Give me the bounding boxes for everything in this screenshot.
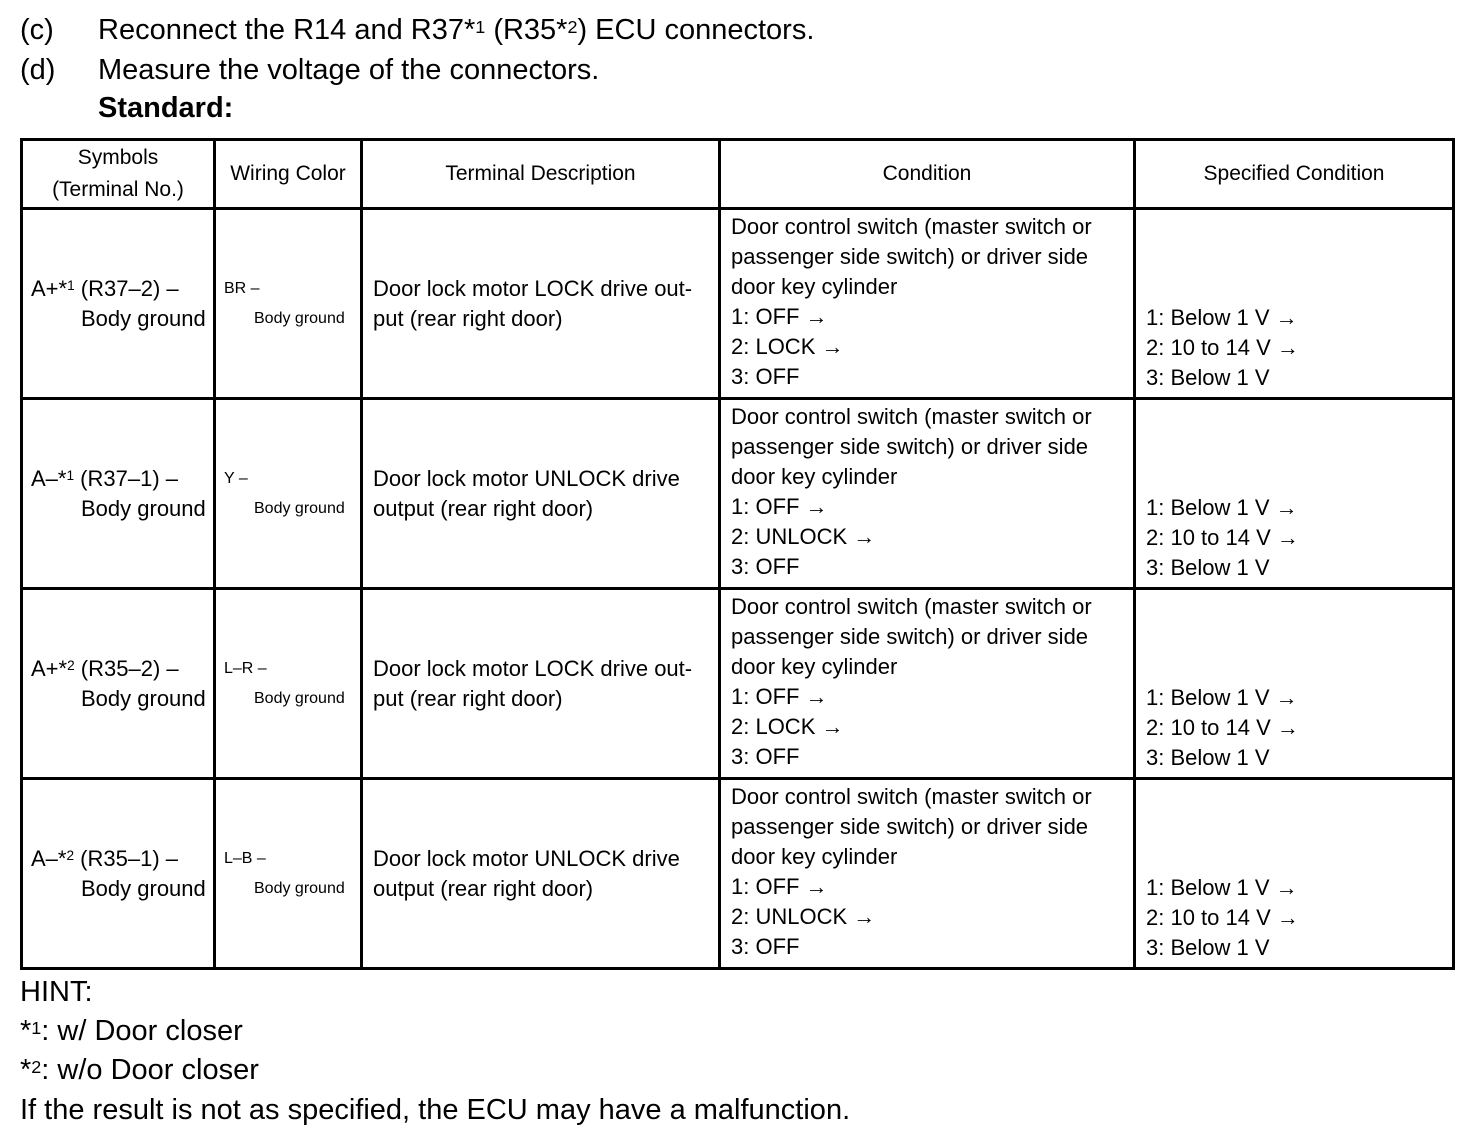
step-text-part: Reconnect the R14 and R37* (98, 14, 476, 46)
cell-symbol (22, 209, 215, 399)
condition-line: passenger side switch) or driver side (731, 624, 1089, 649)
specified-line: 3: Below 1 V (1146, 745, 1270, 770)
cell-wiring-color (215, 589, 362, 779)
wire-line2: Body ground (254, 879, 345, 897)
specified-line: 3: Below 1 V (1146, 555, 1270, 580)
table-header-row (22, 140, 1454, 209)
symbol-line1 (31, 274, 213, 304)
footnote-ref: 1 (67, 277, 75, 293)
header-symbols-line1: Symbols (77, 146, 159, 169)
symbol-line2: Body ground (81, 495, 206, 521)
footnote-ref: 2 (567, 17, 578, 37)
hint-note-1 (20, 1014, 243, 1048)
condition-line: Door control switch (master switch or (731, 214, 1092, 239)
footnote-ref: 2 (67, 657, 75, 673)
step-label: (c) (20, 14, 54, 46)
cell-specified (1135, 589, 1454, 779)
hint-title: HINT: (20, 976, 93, 1008)
condition-line: passenger side switch) or driver side (731, 814, 1089, 839)
condition-line: 3: OFF (731, 934, 800, 959)
cell-specified (1135, 779, 1454, 969)
cell-wiring-color (215, 779, 362, 969)
step-text-part: ) ECU connectors. (577, 14, 815, 46)
specification-table (20, 138, 1455, 970)
table-row (22, 589, 1454, 779)
wire-line1: L–R – (224, 659, 267, 677)
cell-condition (720, 209, 1135, 399)
note-star: * (20, 1054, 32, 1086)
header-wiring-color: Wiring Color (215, 140, 362, 209)
cell-description: Door lock motor UNLOCK drive output (rear right door) (362, 779, 720, 969)
condition-line: door key cylinder (731, 654, 898, 679)
condition-line: 2: LOCK → (731, 714, 844, 739)
symbol-line1 (31, 464, 213, 494)
footnote-ref: 2 (66, 847, 75, 863)
header-symbols (22, 140, 215, 209)
condition-line: door key cylinder (731, 844, 898, 869)
condition-line: 1: OFF → (731, 874, 828, 899)
symbol-line1 (31, 844, 213, 874)
step-text-part: (R35* (485, 14, 568, 46)
step-text: Measure the voltage of the connectors. (98, 54, 600, 86)
table-row (22, 779, 1454, 969)
cell-condition (720, 779, 1135, 969)
condition-line: Door control switch (master switch or (731, 404, 1092, 429)
header-symbols-line2: (Terminal No.) (52, 178, 184, 201)
symbol-line2: Body ground (81, 305, 206, 331)
specified-line: 3: Below 1 V (1146, 365, 1270, 390)
cell-wiring-color (215, 209, 362, 399)
cell-wiring-color (215, 399, 362, 589)
condition-line: 3: OFF (731, 364, 800, 389)
wire-line2: Body ground (254, 689, 345, 707)
specified-line: 3: Below 1 V (1146, 935, 1270, 960)
table-row (22, 209, 1454, 399)
symbol-text: (R37–1) – (74, 465, 179, 491)
cell-symbol (22, 779, 215, 969)
symbol-line2: Body ground (81, 875, 206, 901)
symbol-text: (R37–2) – (74, 275, 179, 301)
footnote-number: 2 (31, 1057, 42, 1077)
header-specified-condition: Specified Condition (1135, 140, 1454, 209)
symbol-text: A–* (31, 845, 67, 871)
footnote-number: 1 (31, 1018, 42, 1038)
cell-symbol (22, 589, 215, 779)
specified-line: 1: Below 1 V → (1146, 875, 1298, 900)
table-row (22, 399, 1454, 589)
cell-condition (720, 589, 1135, 779)
specified-line: 2: 10 to 14 V → (1146, 525, 1299, 550)
symbol-text: A+* (31, 655, 68, 681)
condition-line: 1: OFF → (731, 684, 828, 709)
header-condition: Condition (720, 140, 1135, 209)
wire-line1: BR – (224, 279, 260, 297)
symbol-line1 (31, 654, 213, 684)
specified-line: 2: 10 to 14 V → (1146, 905, 1299, 930)
specified-line: 1: Below 1 V → (1146, 305, 1298, 330)
cell-specified (1135, 209, 1454, 399)
cell-specified (1135, 399, 1454, 589)
wire-line1: Y – (224, 469, 248, 487)
condition-line: passenger side switch) or driver side (731, 434, 1089, 459)
cell-description: Door lock motor LOCK drive out-put (rear right door) (362, 209, 720, 399)
wire-line2: Body ground (254, 309, 345, 327)
symbol-text: A–* (31, 465, 67, 491)
condition-line: door key cylinder (731, 274, 898, 299)
standard-heading: Standard: (98, 92, 234, 124)
footnote-ref: 1 (475, 17, 486, 37)
specified-line: 1: Below 1 V → (1146, 495, 1298, 520)
note-text: : w/ Door closer (41, 1015, 243, 1047)
cell-description: Door lock motor LOCK drive out-put (rear right door) (362, 589, 720, 779)
condition-line: 2: UNLOCK → (731, 904, 876, 929)
specified-line: 2: 10 to 14 V → (1146, 715, 1299, 740)
specified-line: 2: 10 to 14 V → (1146, 335, 1299, 360)
condition-line: Door control switch (master switch or (731, 784, 1092, 809)
header-terminal-description: Terminal Description (362, 140, 720, 209)
condition-line: 1: OFF → (731, 304, 828, 329)
condition-line: Door control switch (master switch or (731, 594, 1092, 619)
note-star: * (20, 1015, 32, 1047)
cell-symbol (22, 399, 215, 589)
condition-line: passenger side switch) or driver side (731, 244, 1089, 269)
specified-line: 1: Below 1 V → (1146, 685, 1298, 710)
wire-line1: L–B – (224, 849, 266, 867)
step-label: (d) (20, 54, 56, 86)
symbol-line2: Body ground (81, 685, 206, 711)
hint-note-2 (20, 1053, 259, 1087)
cell-condition (720, 399, 1135, 589)
note-text: : w/o Door closer (41, 1054, 259, 1086)
footnote-ref: 1 (66, 467, 75, 483)
condition-line: door key cylinder (731, 464, 898, 489)
condition-line: 1: OFF → (731, 494, 828, 519)
symbol-text: A+* (31, 275, 68, 301)
cell-description: Door lock motor UNLOCK drive output (rear right door) (362, 399, 720, 589)
condition-line: 3: OFF (731, 554, 800, 579)
hint-result: If the result is not as specified, the ECU may have a malfunction. (20, 1094, 851, 1126)
symbol-text: (R35–2) – (74, 655, 179, 681)
condition-line: 2: LOCK → (731, 334, 844, 359)
symbol-text: (R35–1) – (74, 845, 179, 871)
condition-line: 3: OFF (731, 744, 800, 769)
condition-line: 2: UNLOCK → (731, 524, 876, 549)
step-text (98, 13, 814, 47)
wire-line2: Body ground (254, 499, 345, 517)
